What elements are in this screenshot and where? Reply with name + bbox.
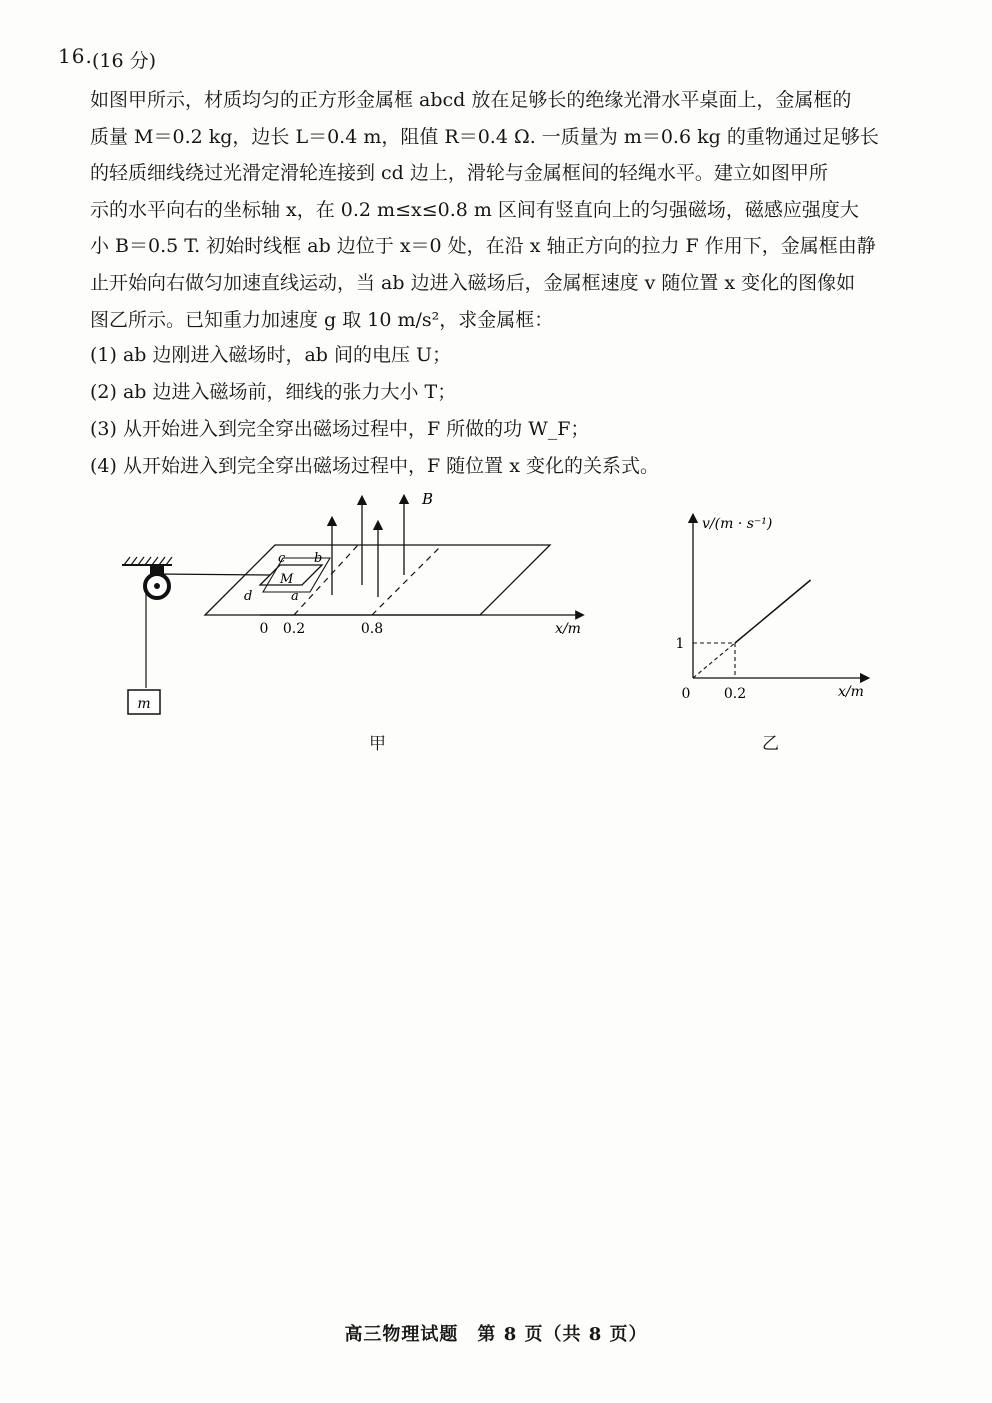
stem-line: 图乙所示。已知重力加速度 g 取 10 m/s²，求金属框： xyxy=(90,308,554,331)
x-axis-label: x/m xyxy=(838,684,864,700)
x-tick-0.2: 0.2 xyxy=(282,621,306,637)
field-arrows xyxy=(332,499,404,597)
stem-line: 质量 M＝0.2 kg，边长 L＝0.4 m，阻值 R＝0.4 Ω. 一质量为 m＝0.6 kg 的重物通过足够长 xyxy=(90,125,879,148)
x-tick-0.2: 0.2 xyxy=(723,686,747,702)
horizontal-string xyxy=(157,574,270,575)
stem-line: 止开始向右做匀加速直线运动，当 ab 边进入磁场后，金属框速度 v 随位置 x 变化的图像如 xyxy=(90,271,856,294)
sub-question-3: (3) 从开始进入到完全穿出磁场过程中，F 所做的功 W_F； xyxy=(90,418,590,440)
label-a: a xyxy=(291,589,299,604)
question-number: 16. xyxy=(58,44,93,68)
y-axis-label: v/(m · s⁻¹) xyxy=(702,516,773,532)
label-b: b xyxy=(314,551,323,566)
series-line-v-x xyxy=(735,580,811,643)
sub-question-1: (1) ab 边刚进入磁场时，ab 间的电压 U； xyxy=(90,344,452,366)
x-axis-label: x/m xyxy=(555,621,581,637)
guide-dash-origin xyxy=(693,643,735,678)
x-tick-0: 0 xyxy=(259,621,269,637)
origin-label: 0 xyxy=(681,686,691,702)
field-boundary-left xyxy=(294,545,358,615)
x-tick-0.8: 0.8 xyxy=(360,621,384,637)
sub-question-2: (2) ab 边进入磁场前，细线的张力大小 T； xyxy=(90,381,457,403)
label-d: d xyxy=(244,589,253,604)
figure-yi-chart xyxy=(660,500,880,710)
stem-line: 的轻质细线绕过光滑定滑轮连接到 cd 边上，滑轮与金属框间的轻绳水平。建立如图甲所 xyxy=(90,162,828,185)
question-stem xyxy=(90,82,908,338)
figure-yi-caption: 乙 xyxy=(762,734,779,754)
field-label-B: B xyxy=(422,490,434,508)
figure-jia xyxy=(110,485,610,725)
stem-line: 如图甲所示，材质均匀的正方形金属框 abcd 放在足够长的绝缘光滑水平桌面上，金属框的 xyxy=(90,89,852,111)
question-score: (16 分) xyxy=(92,50,157,72)
y-tick-1: 1 xyxy=(675,636,685,652)
figure-jia-caption: 甲 xyxy=(369,734,386,754)
stem-line: 小 B＝0.5 T. 初始时线框 ab 边位于 x＝0 处，在沿 x 轴正方向的拉力 F 作用下，金属框由静 xyxy=(90,235,876,258)
pulley-axle xyxy=(154,583,160,589)
field-boundary-right xyxy=(372,545,442,615)
label-c: c xyxy=(278,551,286,566)
sub-question-4: (4) 从开始进入到完全穿出磁场过程中，F 随位置 x 变化的关系式。 xyxy=(90,455,659,477)
stem-line: 示的水平向右的坐标轴 x，在 0.2 m≤x≤0.8 m 区间有竖直向上的匀强磁场，磁感应强度大 xyxy=(90,198,859,221)
mass-label: m xyxy=(137,696,151,712)
label-M: M xyxy=(280,572,294,587)
ceiling-hatch xyxy=(124,557,172,565)
page-footer: 高三物理试题 第 8 页（共 8 页） xyxy=(344,1324,648,1345)
